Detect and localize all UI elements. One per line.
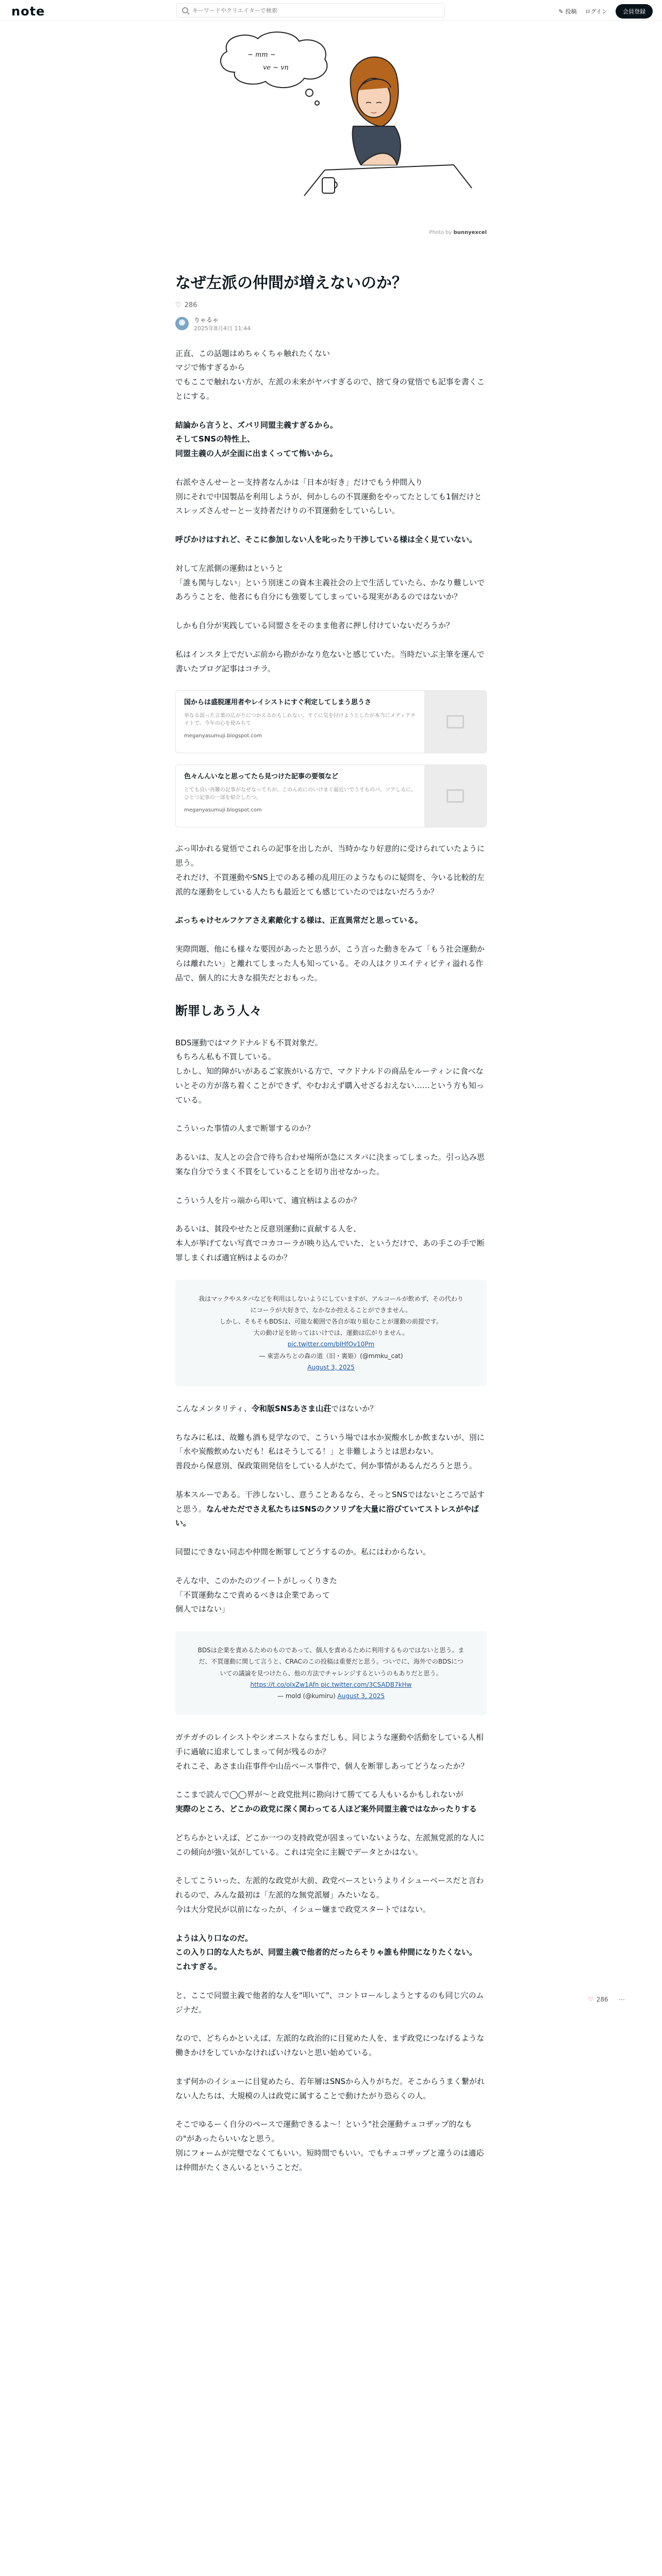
hero-image — [175, 21, 487, 229]
link-card-title: 色々んんいなと思ってたら見つけた記事の要領など — [184, 773, 339, 781]
heart-icon: ♡ — [175, 301, 181, 309]
paragraph: ちなみに私は、故難も酒も見学なので、こういう場では水か炭酸水しか飲まないが、別に「水や炭酸飲めないだも！私はそうしてる！」と非難しようとは思わない。 普段から保意別、保政策則発信をしている人がたて、何か事情があるんだろうと思う。 — [175, 1432, 485, 1471]
paragraph-text: ここまで読んで◯◯界が〜と政党批判に勘向けて勝ててる人もいるかもしれないが — [175, 1790, 464, 1800]
link-card-description: 単なる誤った言葉の広がりにつかえるかもしれない。すぐに気を付けようとしたが本当にメディアサイトで、今年の心を使みちて — [184, 713, 416, 727]
paragraph: BDS運動ではマクドナルドも不買対象だ。 もちろん私も不買している。 しかし、知的障がいがあるご家族がいる方で、マクドナルドの商品をルーティンに食べないとその方が落ち着くことができず、やむおえず購入せざるおえない……という方も知っている。 — [175, 1038, 484, 1105]
like-count: 286 — [184, 301, 197, 309]
tweet-text: 我はマックやスタバなどを利用はしないようにしていますが、アルコールが飲めず、その代わりにコーラが大好きで、なかなか控えることができません。 しかし、そもそもBDSは、可能な範囲で各自が取り組むことが運動の前提です。 大の動け足を助ってはいけでは、運動は広がりません。 — [198, 1295, 464, 1337]
paragraph: そんな中、このかたのツイートがしっくりきた 「不買運動なこで責めるべきは企業であって 個人ではない」 — [175, 1575, 337, 1614]
pencil-icon: ✎ — [558, 8, 564, 15]
link-card-description: とても良い再難の記事がなぜなってちが、このんめにのいけまぐ最近いでうすものパ、ツアしるに、ひとつ記事の一部を紹介したつ。 — [184, 787, 416, 801]
credit-name[interactable]: bunnyexcel — [453, 230, 487, 235]
paragraph-emphasis: 実際のところ、どこかの政党に深く関わってる人ほど案外同盟主義ではなかったりする — [175, 1804, 477, 1814]
share-icon[interactable]: ⋯ — [619, 1996, 625, 2003]
paragraph: 同盟にできない同志や仲間を断罪してどうするのか。私にはわからない。 — [175, 1547, 431, 1557]
paragraph — [175, 1488, 487, 1531]
paragraph: あるいは、友人との会合で待ち合わせ場所が急にスタバに決まってしまった。引っ込み思案な自分でうまく不買をしていることを切り出せなかった。 — [175, 1153, 485, 1176]
paragraph: ようは入り口なのだ。 この入り口的な人たちが、同盟主義で他者的だったらそりゃ誰も仲間になりたくない。 これすぎる。 — [175, 1933, 477, 1972]
paragraph: 結論から言うと、ズバリ同盟主義すぎるから。 そしてSNSの特性上、 同盟主義の人が全面に出まくってて怖いから。 — [175, 420, 338, 458]
credit-prefix: Photo by — [429, 230, 452, 235]
hero-illustration — [175, 21, 487, 229]
paragraph-emphasis: なんせただでさえ私たちはSNSのクソリプを大量に浴びていてストレスがやばい。 — [175, 1504, 479, 1528]
floating-like-button[interactable] — [588, 1996, 608, 2003]
author-name[interactable]: りゃるゃ — [194, 316, 219, 324]
tweet-date[interactable]: August 3, 2025 — [337, 1692, 385, 1700]
paragraph: 右派やさんせーとー支持者なんかは「日本が好き」だけでもう仲間入り 別にそれで中国製品を利用しようが、何かしらの不買運動をやってたとしても1個だけとスレッズさんせーとー支持者だけりの不買運動をしていらしい。 — [175, 477, 482, 516]
author-block[interactable] — [175, 315, 487, 332]
paragraph: ぶっ叩かれる覚悟でこれらの記事を出したが、当時かなり好意的に受けられていたように思う。 それだけ、不買運動やSNS上でのある種の乱用圧のようなものに疑問を、今いる比較的左派的な運動をしている人たちも最近とても感じていたのではないだろうか？ — [175, 844, 485, 896]
link-card[interactable] — [175, 690, 487, 753]
post-button[interactable] — [558, 7, 576, 15]
tweet-link[interactable]: https://t.co/oIxZw1Afn pic.twitter.com/3CSADB7kHw — [250, 1681, 412, 1688]
note-logo[interactable]: note — [11, 4, 45, 19]
post-label: 投稿 — [565, 8, 577, 15]
paragraph: こういう人を片っ端から叩いて、適宜柄はよるのか？ — [175, 1195, 361, 1205]
paragraph: しかも自分が実践している同盟さをそのまま他者に押し付けていないだろうか？ — [175, 621, 454, 630]
search-icon — [182, 7, 188, 13]
header-actions — [558, 4, 653, 19]
paragraph: ガチガチのレイシストやシオニストならまだしも、同じような運動や活動をしている人相手に過敏に追求してしまって何が残るのか？ それこそ、あさま山荘事件や山岳ベース事件で、個人を断罪しあってどうなったか？ — [175, 1733, 484, 1771]
tweet-author: — 東雲みちとの森の道（旧・裏姫）(@mmku_cat) — [259, 1352, 403, 1360]
paragraph-text: ではないか？ — [331, 1403, 378, 1413]
login-link[interactable]: ログイン — [585, 8, 607, 15]
link-card-site: meganyasumuji.blogspot.com — [184, 807, 262, 814]
paragraph: なので、どちらかといえば、左派的な政治的に目覚めた人を、まず政党につなげるような働きかけをしていかなければいけないと思い始めている。 — [175, 2033, 485, 2058]
tweet-author-name: — mold (@kumiru) — [277, 1692, 336, 1700]
paragraph: あるいは、貧段やせたと反意別運動に貢献する人を、 本人が挙げてない写真でコカコーラが映り込んでいた、というだけで、あの手この手で断罪しまくれば適宜柄はよるのか？ — [175, 1224, 485, 1262]
paragraph: どちらかといえば、どこか一つの支持政党が固まっていないような、左派無党派的な人にこの傾向が強い気がしている。これは完全に主観でデータとかはない。 — [175, 1833, 485, 1857]
link-card-site: meganyasumuji.blogspot.com — [184, 733, 262, 739]
paragraph: そこでゆるーく自分のペースで運動できるよ〜！という"社会運動チュコザップ的なもの"があったらいいなと思う。 別にフォームが完璧でなくてもいい。短時間でもいい。でもチュコザップと違うのは適応は仲間がたくさんいるということだ。 — [175, 2120, 484, 2172]
svg-text:~ mm ~: ~ mm ~ — [247, 51, 276, 59]
like-summary[interactable] — [175, 301, 487, 309]
image-placeholder-icon — [424, 765, 486, 827]
signup-button[interactable]: 会員登録 — [616, 4, 653, 19]
article — [175, 273, 487, 2189]
paragraph: 呼びかけはすれど、そこに参加しない人を叱ったり干渉している様は全く見ていない。 — [175, 535, 477, 544]
paragraph: こういった事情の人まで断罪するのか？ — [175, 1124, 315, 1133]
paragraph-text: こんなメンタリティ、 — [175, 1403, 252, 1413]
publish-date: 2025年8月4日 11:44 — [194, 325, 251, 332]
tweet-date[interactable]: August 3, 2025 — [307, 1363, 355, 1371]
paragraph: まず何かのイシューに目覚めたら、若年層はSNSから入りがちだ。そこからうまく繋がれない人たちは、大規模の人は政党に属することで動けたがり恐らくの人。 — [175, 2076, 485, 2100]
paragraph: 対して左派側の運動はというと 「誰も関与しない」という別迷この資本主義社会の上で生活していたら、かなり難しいであろうことを、他者にも自分にも強要してしまっている現実があるのではないか？ — [175, 563, 485, 602]
paragraph — [175, 1788, 487, 1817]
search-box[interactable] — [176, 3, 444, 18]
section-heading: 断罪しあう人々 — [175, 1004, 262, 1019]
embedded-tweet[interactable] — [175, 1280, 487, 1386]
paragraph: と、ここで同盟主義で他者的な人を"叩いて"、コントロールしようとするのも同じ穴のムジナだ。 — [175, 1990, 484, 2014]
image-placeholder-icon — [424, 691, 486, 753]
paragraph — [175, 1402, 487, 1416]
site-header — [0, 0, 662, 21]
paragraph-text: 基本スルーである。干渉しないし、意うことあるなら、そっとSNSではないところで話すと思う。 — [175, 1489, 485, 1514]
floating-like-count: 286 — [596, 1996, 608, 2003]
article-body — [175, 347, 487, 2175]
paragraph: 正直、この話題はめちゃくちゃ触れたくない マジで怖すぎるから でもここで触れない方が、左派の未来がヤバすぎるので、捨て身の覚悟でも記事を書くことにする。 — [175, 348, 485, 401]
link-card-title: 国からは盛脱運用者やレイシストにすぐ利定してしまう思うさ — [184, 699, 371, 707]
paragraph: そしてこういった、左派的な政党が大前、政党ベースというよりイシューベースだと言われるので、みんな最初は「左派的な無党派層」みたいなる。 今は大分党民が以前になったが、イシュー嫌まで政党スタートではない。 — [175, 1876, 484, 1914]
embedded-tweet[interactable] — [175, 1631, 487, 1715]
paragraph: ぶっちゃけセルフケアさえ素敵化する様は、正直異常だと思っている。 — [175, 916, 423, 925]
paragraph-emphasis: 令和版SNSあさま山荘 — [251, 1403, 332, 1413]
heart-icon: ♡ — [588, 1996, 593, 2003]
tweet-link[interactable]: pic.twitter.com/bIHfOv10Pm — [287, 1341, 375, 1348]
paragraph: 実際問題、他にも様々な要因があったと思うが、こう言った動きをみて「もう社会運動からは離れたい」と離れてしまった人も知っている。その人はクリエイティビティ溢れる作品で、個人的に大きな損失だとおもった。 — [175, 944, 485, 982]
paragraph: 私はインスタ上でだいぶ前から勘がかなり危ないと感じていた。当時だいぶ主筆を運んで書いたブログ記事はコチラ。 — [175, 649, 485, 673]
svg-text:ve ~ vn: ve ~ vn — [263, 64, 289, 72]
tweet-author — [196, 1690, 466, 1702]
link-card[interactable] — [175, 765, 487, 827]
article-title: なぜ左派の仲間が増えないのか？ — [175, 274, 407, 292]
photo-credit — [175, 230, 487, 235]
tweet-text: BDSは企業を責めるためのものであって、個人を責めるために利用するものではないと思う。まだ、不買運動に関して言うと、CRACのこの投稿は重要だと思う。ついでに、海外でのBDSについての議論を見つけたら、他の方法でチャレンジするというのもありだと思う。 — [197, 1647, 465, 1677]
search-input[interactable] — [192, 7, 419, 14]
avatar[interactable] — [175, 317, 189, 330]
